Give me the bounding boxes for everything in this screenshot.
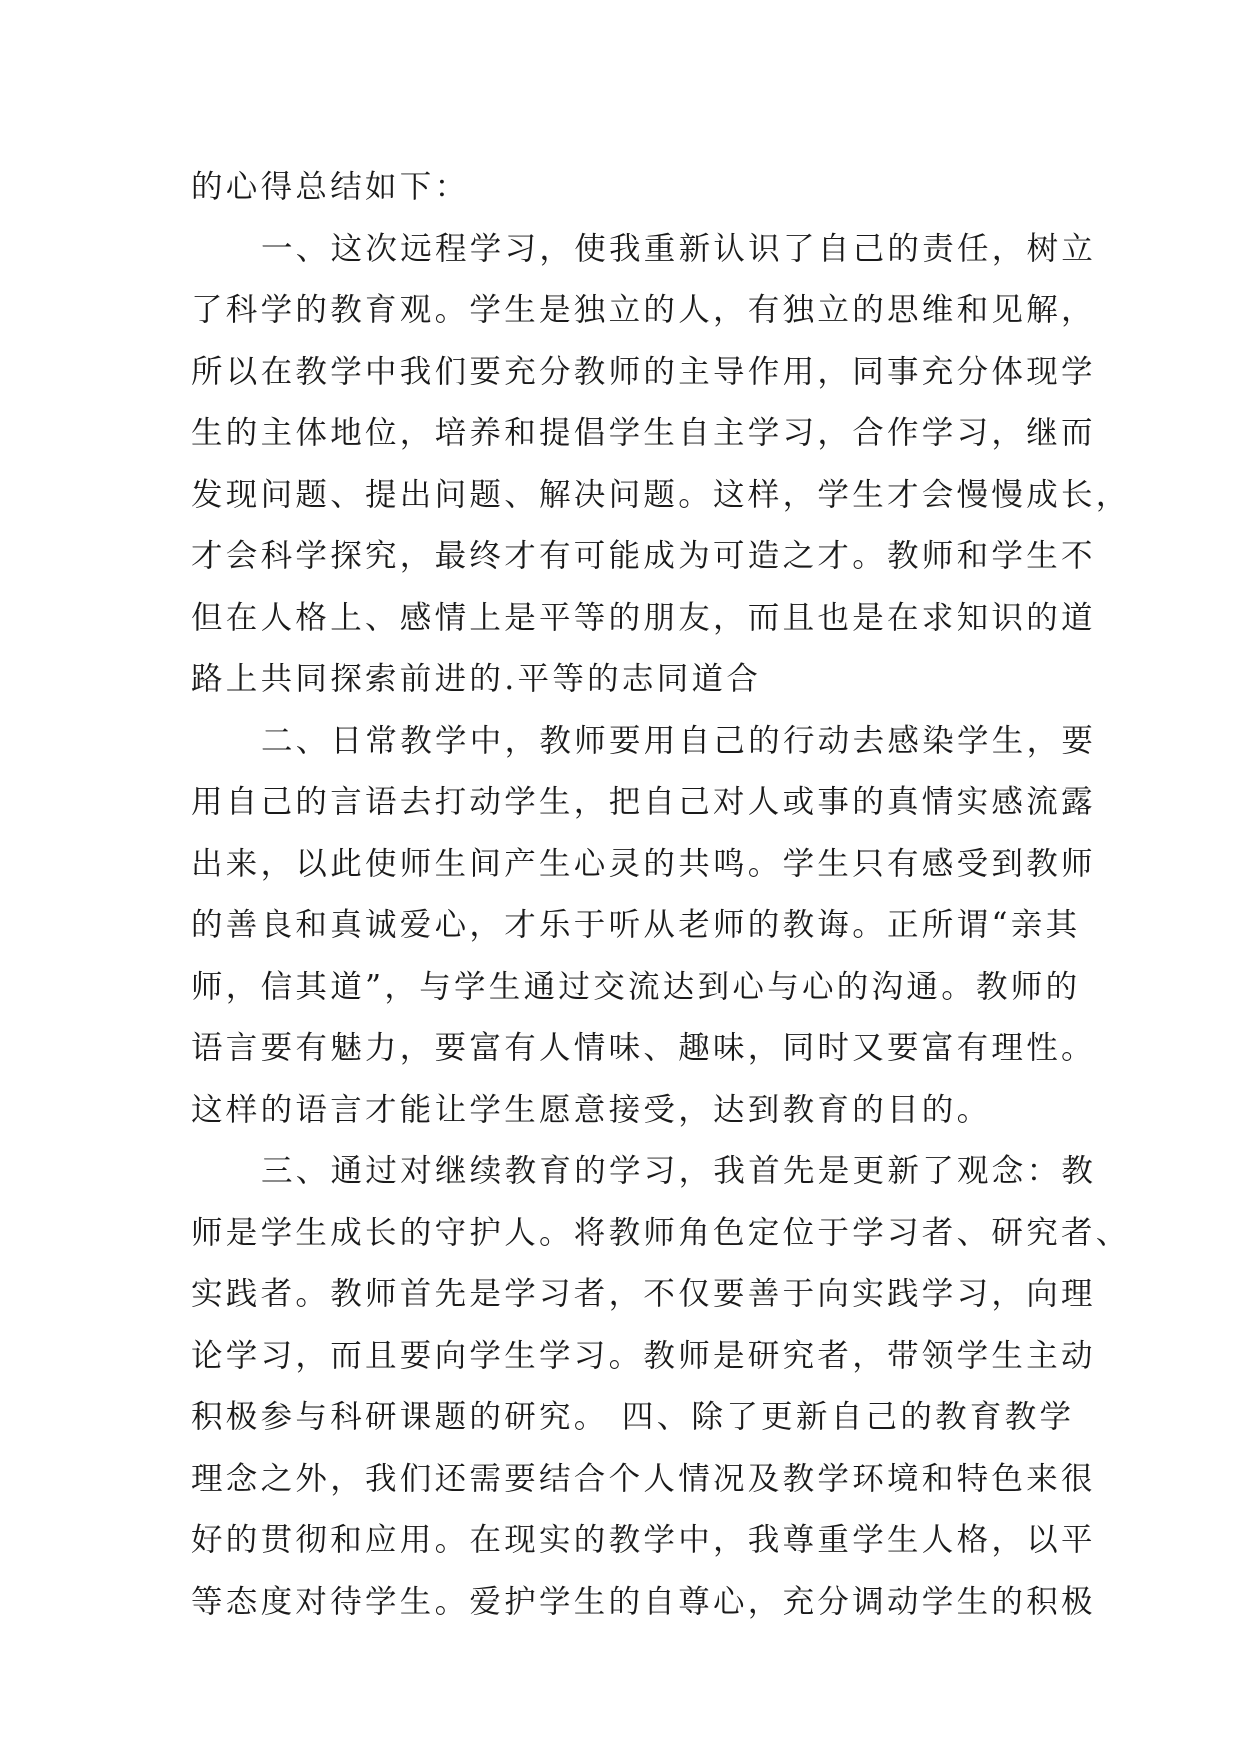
- text-line: 发现问题、提出问题、解决问题。这样，学生才会慢慢成长，: [191, 476, 1131, 513]
- text-line: 积极参与科研课题的研究。 四、除了更新自己的教育教学: [191, 1399, 1075, 1435]
- text-line: 了科学的教育观。学生是独立的人，有独立的思维和见解，: [191, 292, 1096, 328]
- text-line: 出来，以此使师生间产生心灵的共鸣。学生只有感受到教师: [191, 845, 1096, 882]
- text-line: 好的贯彻和应用。在现实的教学中，我尊重学生人格，以平: [191, 1522, 1096, 1558]
- text-line: 理念之外，我们还需要结合个人情况及教学环境和特色来很: [191, 1460, 1096, 1497]
- text-line: 才会科学探究，最终才有可能成为可造之才。教师和学生不: [191, 538, 1096, 574]
- text-line: 师是学生成长的守护人。将教师角色定位于学习者、研究者、: [191, 1214, 1131, 1251]
- text-line: 生的主体地位，培养和提倡学生自主学习，合作学习，继而: [191, 415, 1096, 451]
- paragraph-3-start: 三、通过对继续教育的学习，我首先是更新了观念：教: [261, 1153, 1097, 1189]
- text-line: 但在人格上、感情上是平等的朋友，而且也是在求知识的道: [191, 599, 1096, 636]
- text-line: 的善良和真诚爱心，才乐于听从老师的教诲。正所谓“亲其: [191, 907, 1081, 943]
- text-line: 论学习，而且要向学生学习。教师是研究者，带领学生主动: [191, 1337, 1096, 1374]
- text-line: 师，信其道”，与学生通过交流达到心与心的沟通。教师的: [191, 968, 1081, 1005]
- text-line: 所以在教学中我们要充分教师的主导作用，同事充分体现学: [191, 353, 1096, 390]
- text-line: 语言要有魅力，要富有人情味、趣味，同时又要富有理性。: [191, 1030, 1096, 1066]
- body-text: [191, 157, 1131, 1633]
- text-line: 等态度对待学生。爱护学生的自尊心，充分调动学生的积极: [191, 1583, 1096, 1620]
- text-line: 实践者。教师首先是学习者，不仅要善于向实践学习，向理: [191, 1276, 1096, 1312]
- text-line: 路上共同探索前进的.平等的志同道合: [191, 661, 762, 697]
- paragraph-2-start: 二、日常教学中，教师要用自己的行动去感染学生，要: [261, 722, 1097, 759]
- text-line: 的心得总结如下：: [191, 169, 470, 205]
- text-line: 用自己的言语去打动学生，把自己对人或事的真情实感流露: [191, 784, 1096, 820]
- text-line: 这样的语言才能让学生愿意接受，达到教育的目的。: [191, 1091, 992, 1128]
- paragraph-1-start: 一、这次远程学习，使我重新认识了自己的责任，树立: [261, 230, 1097, 267]
